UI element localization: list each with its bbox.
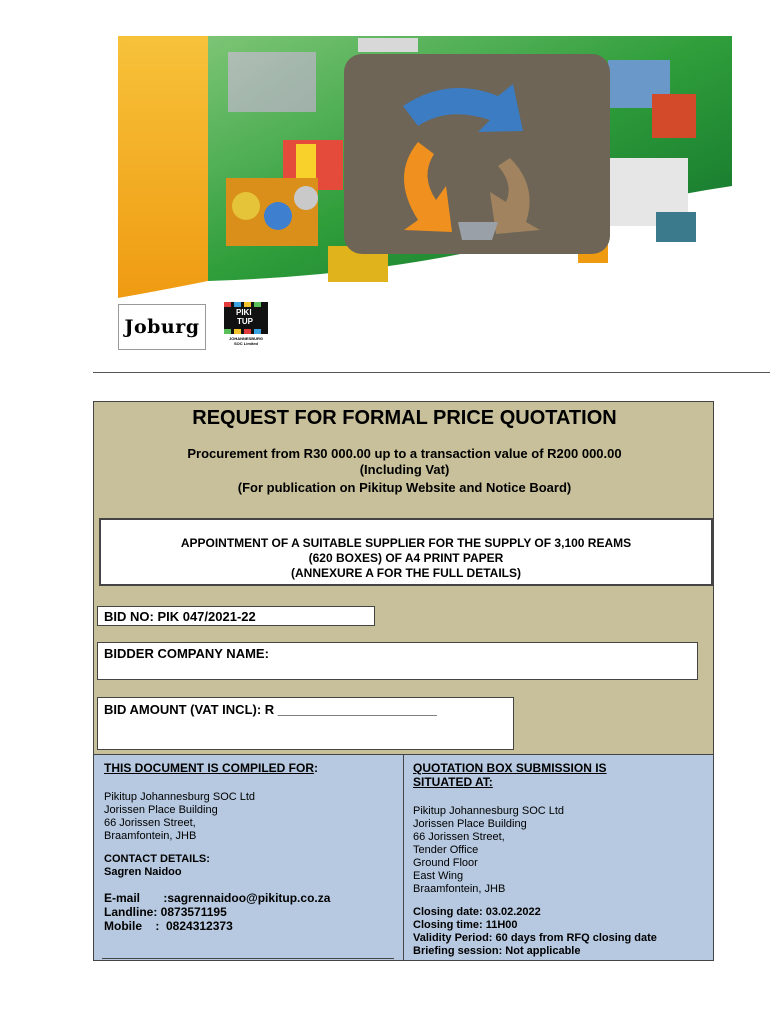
- closing-time: Closing time: 11H00: [413, 919, 518, 931]
- bidder-company-field[interactable]: [97, 642, 698, 680]
- appointment-box: [99, 518, 713, 586]
- compiled-for-panel: [94, 754, 404, 960]
- address-line: Tender Office: [413, 844, 479, 856]
- subtitle-line3: (For publication on Pikitup Website and Notice Board): [237, 480, 572, 495]
- pikitup-logo-line1: PIKI: [236, 308, 252, 317]
- header-banner: [118, 36, 732, 298]
- appointment-line3: (ANNEXURE A FOR THE FULL DETAILS): [291, 566, 521, 580]
- bid-number-field: [97, 606, 375, 626]
- contact-name: Sagren Naidoo: [104, 866, 182, 878]
- compiled-for-address: [104, 791, 255, 843]
- pikitup-logo-line2: TUP: [237, 317, 253, 326]
- bidder-company-label: BIDDER COMPANY NAME:: [104, 646, 269, 661]
- compiled-for-heading: THIS DOCUMENT IS COMPILED FOR: [104, 761, 314, 775]
- submission-heading-line2: SITUATED AT:: [413, 775, 493, 789]
- submission-heading-line1: QUOTATION BOX SUBMISSION IS: [413, 761, 607, 775]
- appointment-line1: APPOINTMENT OF A SUITABLE SUPPLIER FOR THE SUPPLY OF 3,100 REAMS: [180, 536, 632, 550]
- subtitle-line1: Procurement from R30 000.00 up to a transaction value of R200 000.00: [187, 446, 622, 461]
- address-line: Braamfontein, JHB: [413, 883, 506, 895]
- pikitup-logo-sub2: SOC Limited: [233, 341, 258, 346]
- address-line: Jorissen Place Building: [413, 818, 527, 830]
- compiled-for-heading-colon: :: [314, 761, 318, 775]
- bid-amount-label: BID AMOUNT (VAT INCL): R ______________________: [104, 702, 437, 717]
- header-divider: [93, 372, 770, 373]
- contact-mobile: Mobile : 0824312373: [104, 919, 233, 933]
- bid-number: BID NO: PIK 047/2021-22: [104, 609, 256, 624]
- signature-line: [102, 958, 394, 959]
- joburg-logo-text: Joburg: [124, 316, 200, 338]
- closing-date: Closing date: 03.02.2022: [413, 906, 541, 918]
- validity-period: Validity Period: 60 days from RFQ closing date: [413, 932, 657, 944]
- address-line: 66 Jorissen Street,: [104, 817, 196, 829]
- rfq-form: [93, 401, 714, 961]
- address-line: Pikitup Johannesburg SOC Ltd: [104, 791, 256, 803]
- briefing-session: Briefing session: Not applicable: [413, 945, 581, 957]
- address-line: Ground Floor: [413, 857, 478, 869]
- joburg-logo: [118, 304, 206, 350]
- address-line: Braamfontein, JHB: [104, 830, 197, 842]
- submission-panel: [404, 754, 713, 960]
- address-line: 66 Jorissen Street,: [413, 831, 505, 843]
- subtitle-line2: (Including Vat): [359, 462, 450, 477]
- contact-landline: Landline: 0873571195: [104, 905, 227, 919]
- submission-address: [413, 805, 564, 896]
- recycling-collage-image: [118, 36, 732, 298]
- page-title: REQUEST FOR FORMAL PRICE QUOTATION: [192, 407, 617, 429]
- address-line: Pikitup Johannesburg SOC Ltd: [413, 805, 565, 817]
- compiled-for-heading-wrap: [104, 761, 318, 775]
- address-line: Jorissen Place Building: [104, 804, 218, 816]
- bid-amount-field[interactable]: [97, 697, 514, 750]
- contact-heading: CONTACT DETAILS:: [104, 853, 210, 865]
- pikitup-logo: [222, 302, 270, 348]
- address-line: East Wing: [413, 870, 464, 882]
- pikitup-logo-sub: JOHANNESBURG: [228, 336, 263, 341]
- appointment-line2: (620 BOXES) OF A4 PRINT PAPER: [308, 551, 504, 565]
- contact-email: E-mail :sagrennaidoo@pikitup.co.za: [104, 891, 331, 905]
